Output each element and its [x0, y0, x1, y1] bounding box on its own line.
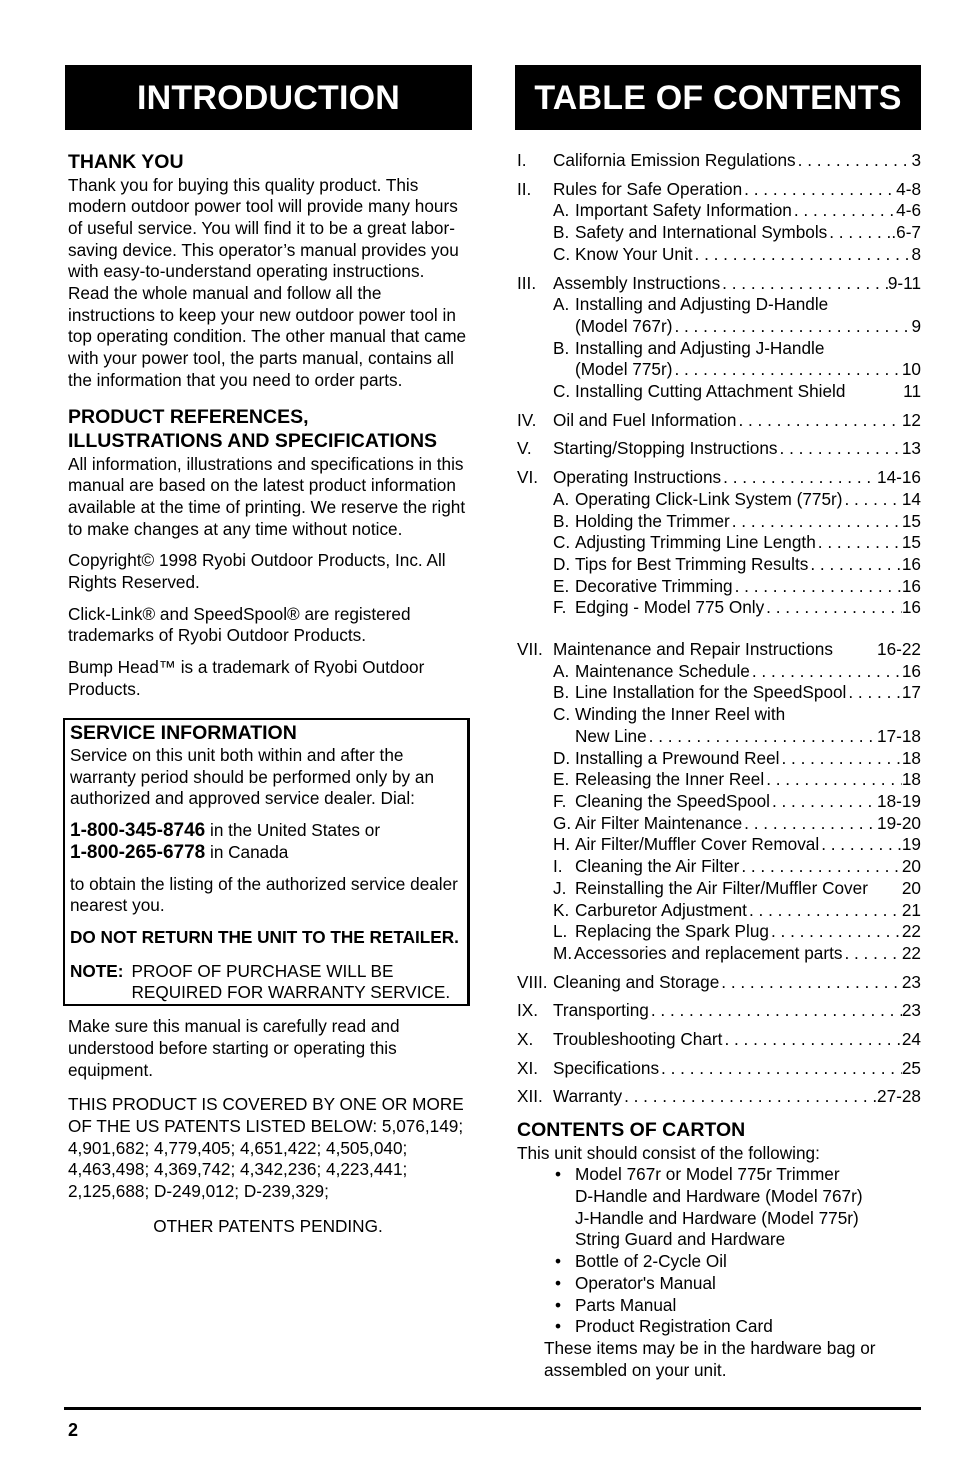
- service-text: Service on this unit both within and after the warranty period should be performed only by an authorized and approved service dealer. Dial:: [70, 745, 435, 809]
- toc-section-1: [517, 150, 921, 172]
- toc-sub-label: Reinstalling the Air Filter/Muffler Cover: [575, 877, 868, 898]
- toc-sub-page: 17-18: [877, 725, 921, 746]
- toc-sub-label: Cleaning the SpeedSpool: [575, 790, 770, 811]
- toc-number: VI.: [517, 467, 539, 488]
- toc-sub-label-continued: New Line: [575, 725, 647, 746]
- toc-sub-letter: C.: [553, 381, 571, 402]
- phone-us-number: 1-800-345-8746: [70, 820, 206, 842]
- toc-number: III.: [517, 272, 537, 293]
- toc-sub-label: Installing Cutting Attachment Shield: [575, 381, 846, 402]
- service-information-heading: SERVICE INFORMATION: [70, 721, 297, 744]
- toc-number: I.: [517, 150, 527, 170]
- patents-pending-text: OTHER PATENTS PENDING.: [153, 1215, 383, 1236]
- toc-sub-page: 18-19: [877, 790, 921, 811]
- carton-item: • Model 767r or Model 775r Trimmer: [553, 1164, 921, 1186]
- carton-item: • Product Registration Card: [553, 1316, 921, 1338]
- toc-sub-label: Accessories and replacement parts: [574, 942, 843, 963]
- toc-page: 9-11: [887, 272, 921, 293]
- phone-us-suffix: in the United States or: [205, 820, 381, 841]
- toc-sub-label: Releasing the Inner Reel: [575, 769, 765, 790]
- toc-number: VIII.: [517, 971, 548, 992]
- carton-item: • Parts Manual: [553, 1295, 921, 1317]
- toc-sub-label: Replacing the Spark Plug: [575, 921, 769, 942]
- toc-sub-page: .19: [897, 834, 921, 855]
- toc-label: Maintenance and Repair Instructions: [553, 639, 833, 660]
- carton-outro-text: These items may be in the hardware bag or assembled on your unit.: [544, 1337, 876, 1380]
- toc-section-11: [517, 1058, 921, 1080]
- toc-sub-page: 17: [901, 682, 921, 703]
- toc-sub-letter: A.: [553, 660, 570, 681]
- toc-number: IV.: [517, 409, 537, 430]
- toc-sub-letter: M.: [553, 942, 573, 963]
- service-information-box: [63, 718, 470, 1007]
- introduction-banner: INTRODUCTION: [65, 65, 472, 130]
- toc-page: 13: [901, 438, 921, 459]
- toc-sub-page: 14: [901, 488, 921, 509]
- toc-sub-page: 8: [911, 243, 921, 264]
- toc-sub-page: 22: [901, 942, 921, 963]
- toc-sub-letter: L.: [553, 921, 568, 942]
- toc-sub-label: Air Filter/Muffler Cover Removal: [575, 834, 820, 855]
- toc-sub-label: Operating Click-Link System (775r): [575, 488, 843, 509]
- table-of-contents-column: [517, 150, 921, 1381]
- carton-item: • Operator's Manual: [553, 1273, 921, 1295]
- toc-page: 27-28: [877, 1086, 921, 1107]
- toc-section-9: [517, 1000, 921, 1022]
- carton-list: [517, 1251, 921, 1338]
- thank-you-text: Thank you for buying this quality product. This modern outdoor power tool will provide many hours of useful service. You will find it to be a great labor-saving device. This operator’s manual provides you with easy-to-understand operating instructions. Read the whole manual and follow all the instructions to keep your new outdoor power tool in top operating condition. The other manual that came with your power tool, the parts manual, contains all the information that you need to order parts.: [68, 174, 467, 390]
- toc-sub-page: 18: [901, 747, 921, 768]
- phone-canada-number: 1-800-265-6778: [70, 841, 206, 863]
- toc-sub-page: 15: [901, 510, 921, 531]
- toc-sub-letter: F.: [553, 790, 567, 811]
- toc-page: 23: [901, 971, 921, 992]
- toc-sub-page: 20: [901, 877, 921, 898]
- toc-label: California Emission Regulations: [553, 150, 796, 170]
- phone-canada: [70, 842, 467, 864]
- toc-section-4: [517, 410, 921, 432]
- toc-sub-letter: H.: [553, 834, 571, 855]
- toc-section-12: [517, 1086, 921, 1108]
- bump-head-text: Bump Head™ is a trademark of Ryobi Outdoor Products.: [68, 657, 425, 699]
- note-label: NOTE: [70, 960, 118, 981]
- toc-label: Oil and Fuel Information: [553, 409, 737, 430]
- toc-sub-letter: E.: [553, 769, 570, 790]
- phone-us: [70, 820, 467, 842]
- note-text: PROOF OF PURCHASE WILL BE REQUIRED FOR WARRANTY SERVICE.: [131, 960, 451, 1003]
- toc-sub-letter: A.: [553, 488, 570, 509]
- carton-item: • Bottle of 2-Cycle Oil: [553, 1251, 921, 1273]
- product-references-text: All information, illustrations and specifications in this manual are based on the latest product information available at the time of printing. We reserve the right to make changes at any time without notice.: [68, 453, 466, 539]
- toc-sub-page: 22: [901, 921, 921, 942]
- carton-subitems: [517, 1186, 921, 1251]
- toc-sub-letter: B.: [553, 222, 570, 243]
- toc-sub-page: 15: [901, 532, 921, 553]
- contents-of-carton-heading: CONTENTS OF CARTON: [517, 1119, 746, 1142]
- toc-sub-label: Cleaning the Air Filter: [575, 856, 740, 877]
- phone-canada-suffix: in Canada: [205, 841, 289, 862]
- toc-sub-label: Carburetor Adjustment: [575, 899, 747, 920]
- toc-sub-label: Maintenance Schedule: [575, 660, 750, 681]
- toc-label: Rules for Safe Operation: [553, 178, 743, 199]
- service-obtain-text: to obtain the listing of the authorized service dealer nearest you.: [70, 873, 458, 916]
- table-of-contents-banner: TABLE OF CONTENTS: [515, 65, 921, 130]
- toc-section-6: [517, 467, 921, 619]
- toc-sub-letter: D.: [553, 553, 571, 574]
- toc-sub-label: Safety and International Symbols: [575, 222, 828, 243]
- toc-sub-letter: B.: [553, 337, 570, 358]
- toc-sub-letter: K.: [553, 899, 570, 920]
- toc-sub-label: Important Safety Information: [575, 200, 792, 221]
- toc-page: 24: [901, 1029, 921, 1050]
- toc-sub-letter: C.: [553, 704, 571, 725]
- toc-number: VII.: [517, 639, 543, 660]
- product-references-heading: PRODUCT REFERENCES, ILLUSTRATIONS AND SPECIFICATIONS: [68, 405, 438, 453]
- carton-list: [517, 1164, 921, 1186]
- toc-section-8: [517, 972, 921, 994]
- toc-sub-page: 18: [901, 769, 921, 790]
- introduction-column: [68, 150, 468, 1237]
- toc-number: II.: [517, 178, 532, 199]
- toc-page: 16-22: [877, 639, 921, 660]
- toc-sub-page: 20: [901, 856, 921, 877]
- toc-section-7: [517, 639, 921, 965]
- patents-text: THIS PRODUCT IS COVERED BY ONE OR MORE OF THE US PATENTS LISTED BELOW: 5,076,149; 4,901,682; 4,779,405; 4,651,422; 4,505,040; 4,463,498; 4,369,742; 4,342,236; 4,223,441; 2,125,688; D-249,012; D-239,329;: [68, 1094, 464, 1202]
- toc-sub-label: Decorative Trimming: [575, 575, 733, 596]
- toc-sub-page: 16: [901, 597, 921, 618]
- toc-page: 4-8: [896, 178, 921, 199]
- toc-section-3: [517, 273, 921, 403]
- toc-sub-letter: A.: [553, 294, 570, 315]
- toc-sub-letter: I.: [553, 856, 563, 877]
- toc-sub-letter: A.: [553, 200, 570, 221]
- toc-sub-page: 10: [901, 359, 921, 380]
- toc-label: Warranty: [553, 1086, 623, 1107]
- toc-section-10: [517, 1029, 921, 1051]
- toc-sub-page: 16: [901, 660, 921, 681]
- toc-sub-label: Line Installation for the SpeedSpool: [575, 682, 847, 703]
- toc-label: Cleaning and Storage: [553, 971, 720, 992]
- toc-sub-label: Know Your Unit: [575, 243, 693, 264]
- toc-page: 14-16: [877, 467, 921, 488]
- toc-label: Troubleshooting Chart: [553, 1029, 723, 1050]
- toc-number: XI.: [517, 1057, 539, 1078]
- toc-sub-label: Tips for Best Trimming Results: [575, 553, 809, 574]
- toc-sub-page: 11: [903, 381, 921, 402]
- toc-sub-label: Installing a Prewound Reel: [575, 747, 780, 768]
- toc-sub-label-continued: (Model 775r): [575, 359, 673, 380]
- toc-sub-letter: B.: [553, 510, 570, 531]
- toc-sub-letter: F.: [553, 597, 567, 618]
- toc-sub-page: 9: [911, 315, 921, 336]
- do-not-return-text: DO NOT RETURN THE UNIT TO THE RETAILER.: [70, 926, 459, 947]
- toc-sub-label: Installing and Adjusting J-Handle: [575, 337, 825, 358]
- toc-number: IX.: [517, 1000, 539, 1021]
- toc-sub-label: Holding the Trimmer: [575, 510, 730, 531]
- toc-sub-page: 19-20: [877, 812, 921, 833]
- toc-label: Starting/Stopping Instructions: [553, 438, 778, 459]
- toc-page: 12: [901, 409, 921, 430]
- toc-sub-letter: C.: [553, 243, 571, 264]
- toc-sub-letter: E.: [553, 575, 570, 596]
- toc-section-2: [517, 179, 921, 266]
- toc-label: Transporting: [553, 1000, 649, 1021]
- toc-sub-letter: C.: [553, 532, 571, 553]
- toc-page: 3: [911, 150, 921, 170]
- toc-label: Operating Instructions: [553, 467, 722, 488]
- warranty-note: NOTE: PROOF OF PURCHASE WILL BE REQUIRED FOR WARRANTY SERVICE.: [70, 961, 467, 1004]
- toc-sub-label: Adjusting Trimming Line Length: [575, 532, 816, 553]
- read-manual-text: Make sure this manual is carefully read and understood before starting or operating this equipment.: [68, 1016, 400, 1080]
- toc-label: Assembly Instructions: [553, 272, 721, 293]
- toc-sub-page: 16: [901, 553, 921, 574]
- toc-sub-page: 16: [901, 575, 921, 596]
- carton-subitem: String Guard and Hardware: [575, 1229, 786, 1250]
- toc-section-5: [517, 438, 921, 460]
- toc-page: 25: [901, 1057, 921, 1078]
- toc-sub-label: Edging - Model 775 Only: [575, 597, 765, 618]
- toc-sub-label-continued: (Model 767r): [575, 315, 673, 336]
- trademarks-text: Click-Link® and SpeedSpool® are registered trademarks of Ryobi Outdoor Products.: [68, 603, 411, 646]
- toc-sub-letter: G.: [553, 812, 572, 833]
- carton-subitem: D-Handle and Hardware (Model 767r): [575, 1186, 863, 1207]
- toc-sub-page: 4-6: [896, 200, 921, 221]
- toc-number: X.: [517, 1029, 534, 1050]
- toc-label: Specifications: [553, 1057, 660, 1078]
- toc-sub-label: Installing and Adjusting D-Handle: [575, 294, 829, 315]
- toc-sub-page: 21: [901, 899, 921, 920]
- toc-sub-page: .6-7: [891, 222, 921, 243]
- toc-sub-label: Winding the Inner Reel with: [575, 704, 786, 725]
- toc-sub-letter: D.: [553, 747, 571, 768]
- toc-sub-letter: B.: [553, 682, 570, 703]
- carton-subitem: J-Handle and Hardware (Model 775r): [575, 1207, 859, 1228]
- thank-you-heading: THANK YOU: [68, 151, 184, 173]
- page-number: 2: [68, 1420, 79, 1440]
- footer-rule: [64, 1407, 921, 1410]
- toc-sub-letter: J.: [553, 877, 567, 898]
- toc-page: 23: [901, 1000, 921, 1021]
- copyright-text: Copyright© 1998 Ryobi Outdoor Products, Inc. All Rights Reserved.: [68, 550, 446, 593]
- toc-number: XII.: [517, 1086, 543, 1107]
- toc-sub-label: Air Filter Maintenance: [575, 812, 743, 833]
- carton-intro-text: This unit should consist of the following:: [517, 1142, 820, 1163]
- toc-number: V.: [517, 438, 532, 459]
